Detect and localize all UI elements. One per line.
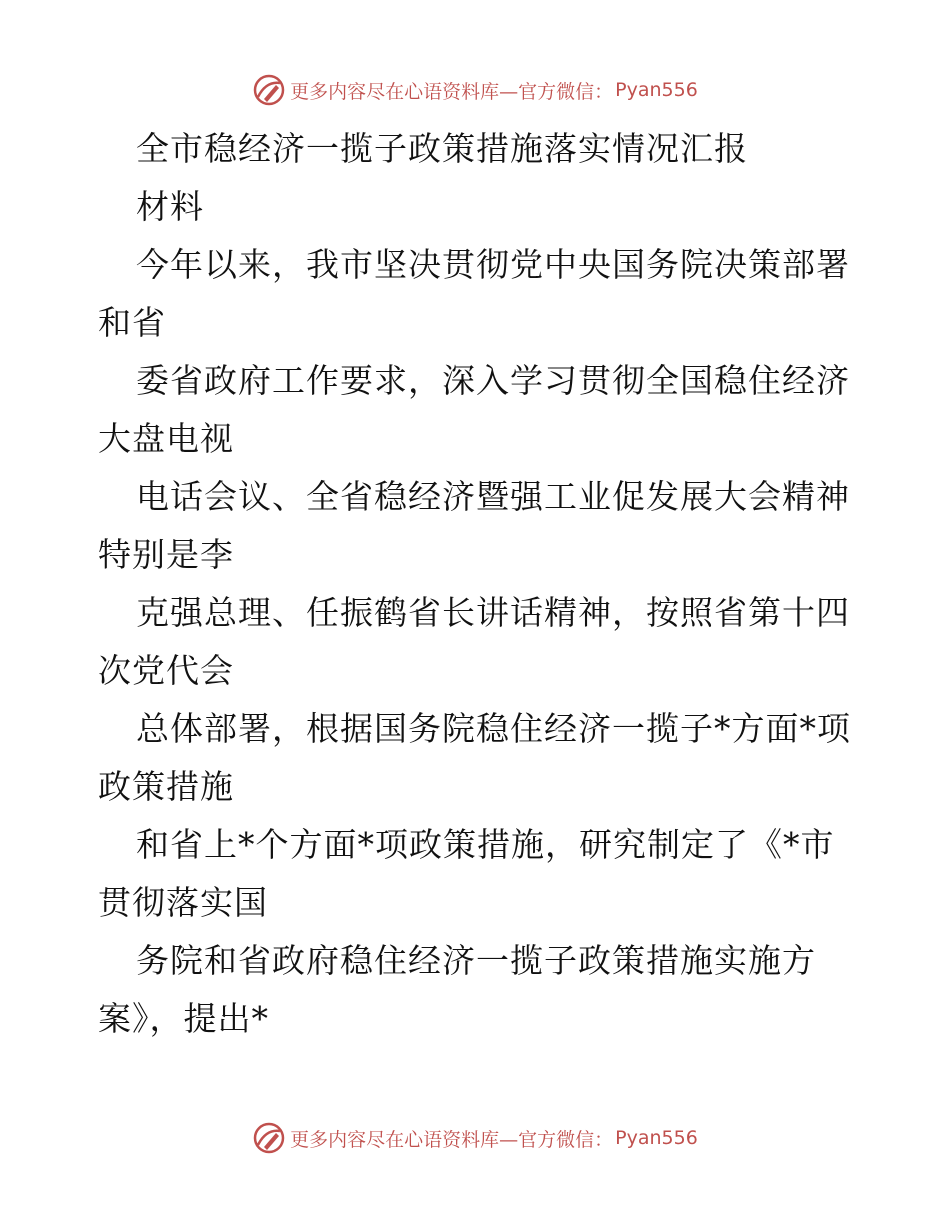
text-line: 贯彻落实国 [98,883,268,922]
document-body [98,120,858,1048]
banner-wechat-id: Pyan556 [615,79,698,101]
text-line: 总体部署，根据国务院稳住经济一揽子*方面*项 [136,709,851,748]
text-line: 大盘电视 [98,419,234,458]
text-line: 和省 [98,303,166,342]
text-line: 政策措施 [98,767,234,806]
text-line: 今年以来，我市坚决贯彻党中央国务院决策部署 [136,245,850,284]
pen-logo-icon [252,73,286,107]
text-line: 全市稳经济一揽子政策措施落实情况汇报 [136,129,748,168]
text-line: 案》，提出* [98,999,269,1038]
text-line: 委省政府工作要求，深入学习贯彻全国稳住经济 [136,361,850,400]
text-line: 克强总理、任振鹤省长讲话精神，按照省第十四 [136,593,850,632]
text-line: 务院和省政府稳住经济一揽子政策措施实施方 [136,941,816,980]
text-line: 和省上*个方面*项政策措施，研究制定了《*市 [136,825,835,864]
pen-logo-icon [252,1121,286,1155]
banner-text: 更多内容尽在心语资料库—官方微信： [290,80,614,103]
text-line: 特别是李 [98,535,234,574]
text-line: 电话会议、全省稳经济暨强工业促发展大会精神 [136,477,850,516]
footer-watermark-banner [0,1118,950,1158]
banner-text: 更多内容尽在心语资料库—官方微信： [290,1128,614,1151]
text-line: 次党代会 [98,651,234,690]
banner-wechat-id: Pyan556 [615,1127,698,1149]
header-watermark-banner [0,70,950,110]
text-line: 材料 [136,187,204,226]
